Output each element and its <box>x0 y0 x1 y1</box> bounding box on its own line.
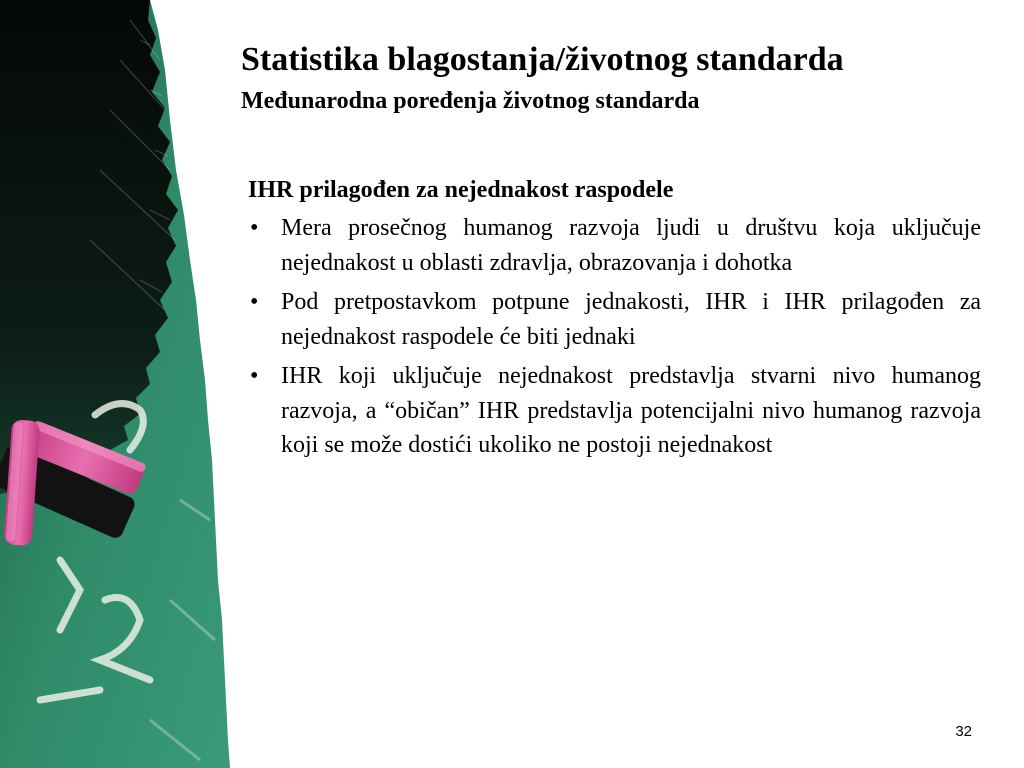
slide-subtitle: Međunarodna poređenja životnog standarda <box>241 88 700 114</box>
bullet-item <box>248 211 981 280</box>
slide-content <box>248 174 981 468</box>
bullet-text: Pod pretpostavkom potpune jednakosti, IHR i IHR prilagođen za nejednakost raspodele će biti jednaki <box>281 289 981 350</box>
bullet-item <box>248 285 981 354</box>
title-block <box>241 40 1001 116</box>
bullet-icon: • <box>250 363 259 389</box>
bullet-icon: • <box>250 289 259 315</box>
page-number: 32 <box>955 723 972 740</box>
section-heading: IHR prilagođen za nejednakost raspodele <box>248 177 674 203</box>
bullet-icon: • <box>250 215 259 241</box>
bullet-text: IHR koji uključuje nejednakost predstavlja stvarni nivo humanog razvoja, a “običan” IHR predstavlja potencijalni nivo humanog razvoja koji se može dostići ukoliko ne postoji nejednakost <box>281 363 981 458</box>
bullet-list <box>248 211 981 463</box>
bullet-text: Mera prosečnog humanog razvoja ljudi u društvu koja uključuje nejednakost u oblasti zdravlja, obrazovanja i dohotka <box>281 215 981 276</box>
bullet-item <box>248 359 981 463</box>
slide-title: Statistika blagostanja/životnog standarda <box>241 41 844 78</box>
chalkboard-decoration <box>0 0 240 768</box>
